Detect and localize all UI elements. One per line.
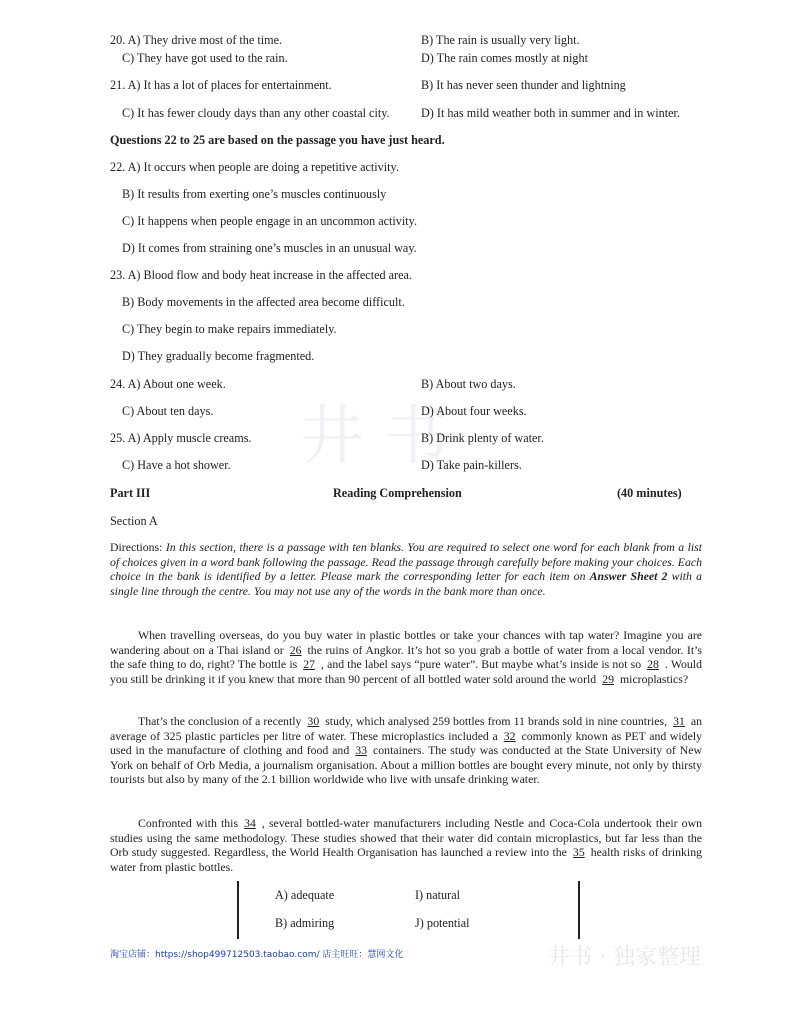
q24-option-d: D) About four weeks. [421, 404, 527, 418]
q25-option-d: D) Take pain-killers. [421, 458, 522, 472]
blank-27: 27 [303, 657, 315, 671]
blank-35: 35 [572, 845, 585, 859]
footer-shop-link[interactable]: 淘宝店铺：https://shop499712503.taobao.com/ 店主旺旺：慧网文化 [110, 950, 404, 960]
watermark-large: 井 书 [300, 400, 449, 474]
word-bank-j: J) potential [415, 916, 470, 930]
blank-28: 28 [647, 657, 659, 671]
passage-paragraph-1: When travelling overseas, do you buy water in plastic bottles or take your chances with tap water? Imagine you are wandering about on a Thai island or 26 the ruins of Angkor. It’s hot so you grab a bottle of water from a local vendor. It’s the safe thing to do, right? The bottle is 27 , and the label says “pure water”. But maybe what’s inside is not so 28 . Would you still be drinking it if you knew that more than 90 percent of all bottled water sold around the world 29 microplastics? [110, 628, 702, 686]
q23-option-d: D) They gradually become fragmented. [122, 349, 315, 363]
q20-option-c: C) They have got used to the rain. [122, 51, 288, 65]
q23-option-b: B) Body movements in the affected area become difficult. [122, 295, 405, 309]
passage-paragraph-2: That’s the conclusion of a recently 30 study, which analysed 259 bottles from 11 brands sold in nine countries, 31 an average of 325 plastic particles per litre of water. These microplastics included a 32 commonly known as PET and widely used in the manufacture of clothing and food and 33 containers. The study was conducted at the State University of New York on behalf of Orb Media, a journalism organisation. About a million bottles are bought every minute, not only by thirsty tourists but also by many of the 2.1 billion worldwide who live with unsafe drinking water. [110, 714, 703, 786]
q24-option-a: 24. A) About one week. [110, 377, 226, 391]
q25-option-b: B) Drink plenty of water. [421, 431, 544, 445]
q24-option-c: C) About ten days. [122, 404, 214, 418]
q21-option-d: D) It has mild weather both in summer and in winter. [421, 106, 680, 120]
blank-31: 31 [673, 714, 685, 728]
q25-option-a: 25. A) Apply muscle creams. [110, 431, 252, 445]
q25-option-c: C) Have a hot shower. [122, 458, 231, 472]
directions-text-2: with a single line through the centre. You may not use any of the words in the bank more than once. [110, 569, 702, 598]
passage-paragraph-3: Confronted with this 34 , several bottled-water manufacturers including Nestle and Coca-Cola undertook their own studies using the same methodology. These studies showed that their water did contain microplastics, but far less than the Orb study suggested. Regardless, the World Health Organisation has launched a review into the 35 health risks of drinking water from plastic bottles. [110, 816, 702, 874]
directions [110, 540, 702, 598]
word-bank-right-border [578, 881, 580, 939]
word-bank-a: A) adequate [275, 888, 335, 902]
blank-26: 26 [289, 642, 302, 657]
q20-option-a: 20. A) They drive most of the time. [110, 33, 283, 47]
section-heading: Questions 22 to 25 are based on the passage you have just heard. [110, 133, 445, 147]
part-time: (40 minutes) [617, 486, 682, 500]
section-label: Section A [110, 514, 158, 528]
q21-option-a: 21. A) It has a lot of places for entertainment. [110, 78, 332, 92]
watermark-footer: 井书 · 独家整理 [548, 945, 701, 970]
q20-option-d: D) The rain comes mostly at night [421, 51, 588, 65]
blank-34: 34 [244, 816, 256, 830]
q23-option-c: C) They begin to make repairs immediately. [122, 322, 337, 336]
q22-option-c: C) It happens when people engage in an uncommon activity. [122, 214, 418, 228]
q21-option-c: C) It has fewer cloudy days than any other coastal city. [122, 106, 390, 120]
q22-option-d: D) It comes from straining one’s muscles in an unusual way. [122, 241, 417, 255]
word-bank-i: I) natural [415, 888, 461, 902]
answer-sheet-ref: Answer Sheet 2 [589, 569, 668, 583]
part-title: Reading Comprehension [333, 486, 462, 500]
blank-29: 29 [602, 671, 614, 686]
word-bank-left-border [237, 881, 239, 939]
part-label: Part III [110, 486, 151, 500]
q24-option-b: B) About two days. [421, 377, 516, 391]
directions-label: Directions: [110, 540, 163, 554]
word-bank-b: B) admiring [275, 916, 335, 930]
q21-option-b: B) It has never seen thunder and lightning [421, 78, 626, 92]
directions-text-1: In this section, there is a passage with ten blanks. You are required to select one word for each blank from a list of choices given in a word bank following the passage. Read the passage through carefully before making your choices. Each choice in the bank is identified by a letter. Please mark the corresponding letter for each item on [110, 540, 702, 583]
blank-32: 32 [503, 728, 516, 743]
q22-option-a: 22. A) It occurs when people are doing a repetitive activity. [110, 160, 399, 174]
q22-option-b: B) It results from exerting one’s muscles continuously [122, 187, 387, 201]
q23-option-a: 23. A) Blood flow and body heat increase in the affected area. [110, 268, 412, 282]
q20-option-b: B) The rain is usually very light. [421, 33, 580, 47]
blank-33: 33 [355, 743, 368, 757]
blank-30: 30 [307, 714, 320, 728]
